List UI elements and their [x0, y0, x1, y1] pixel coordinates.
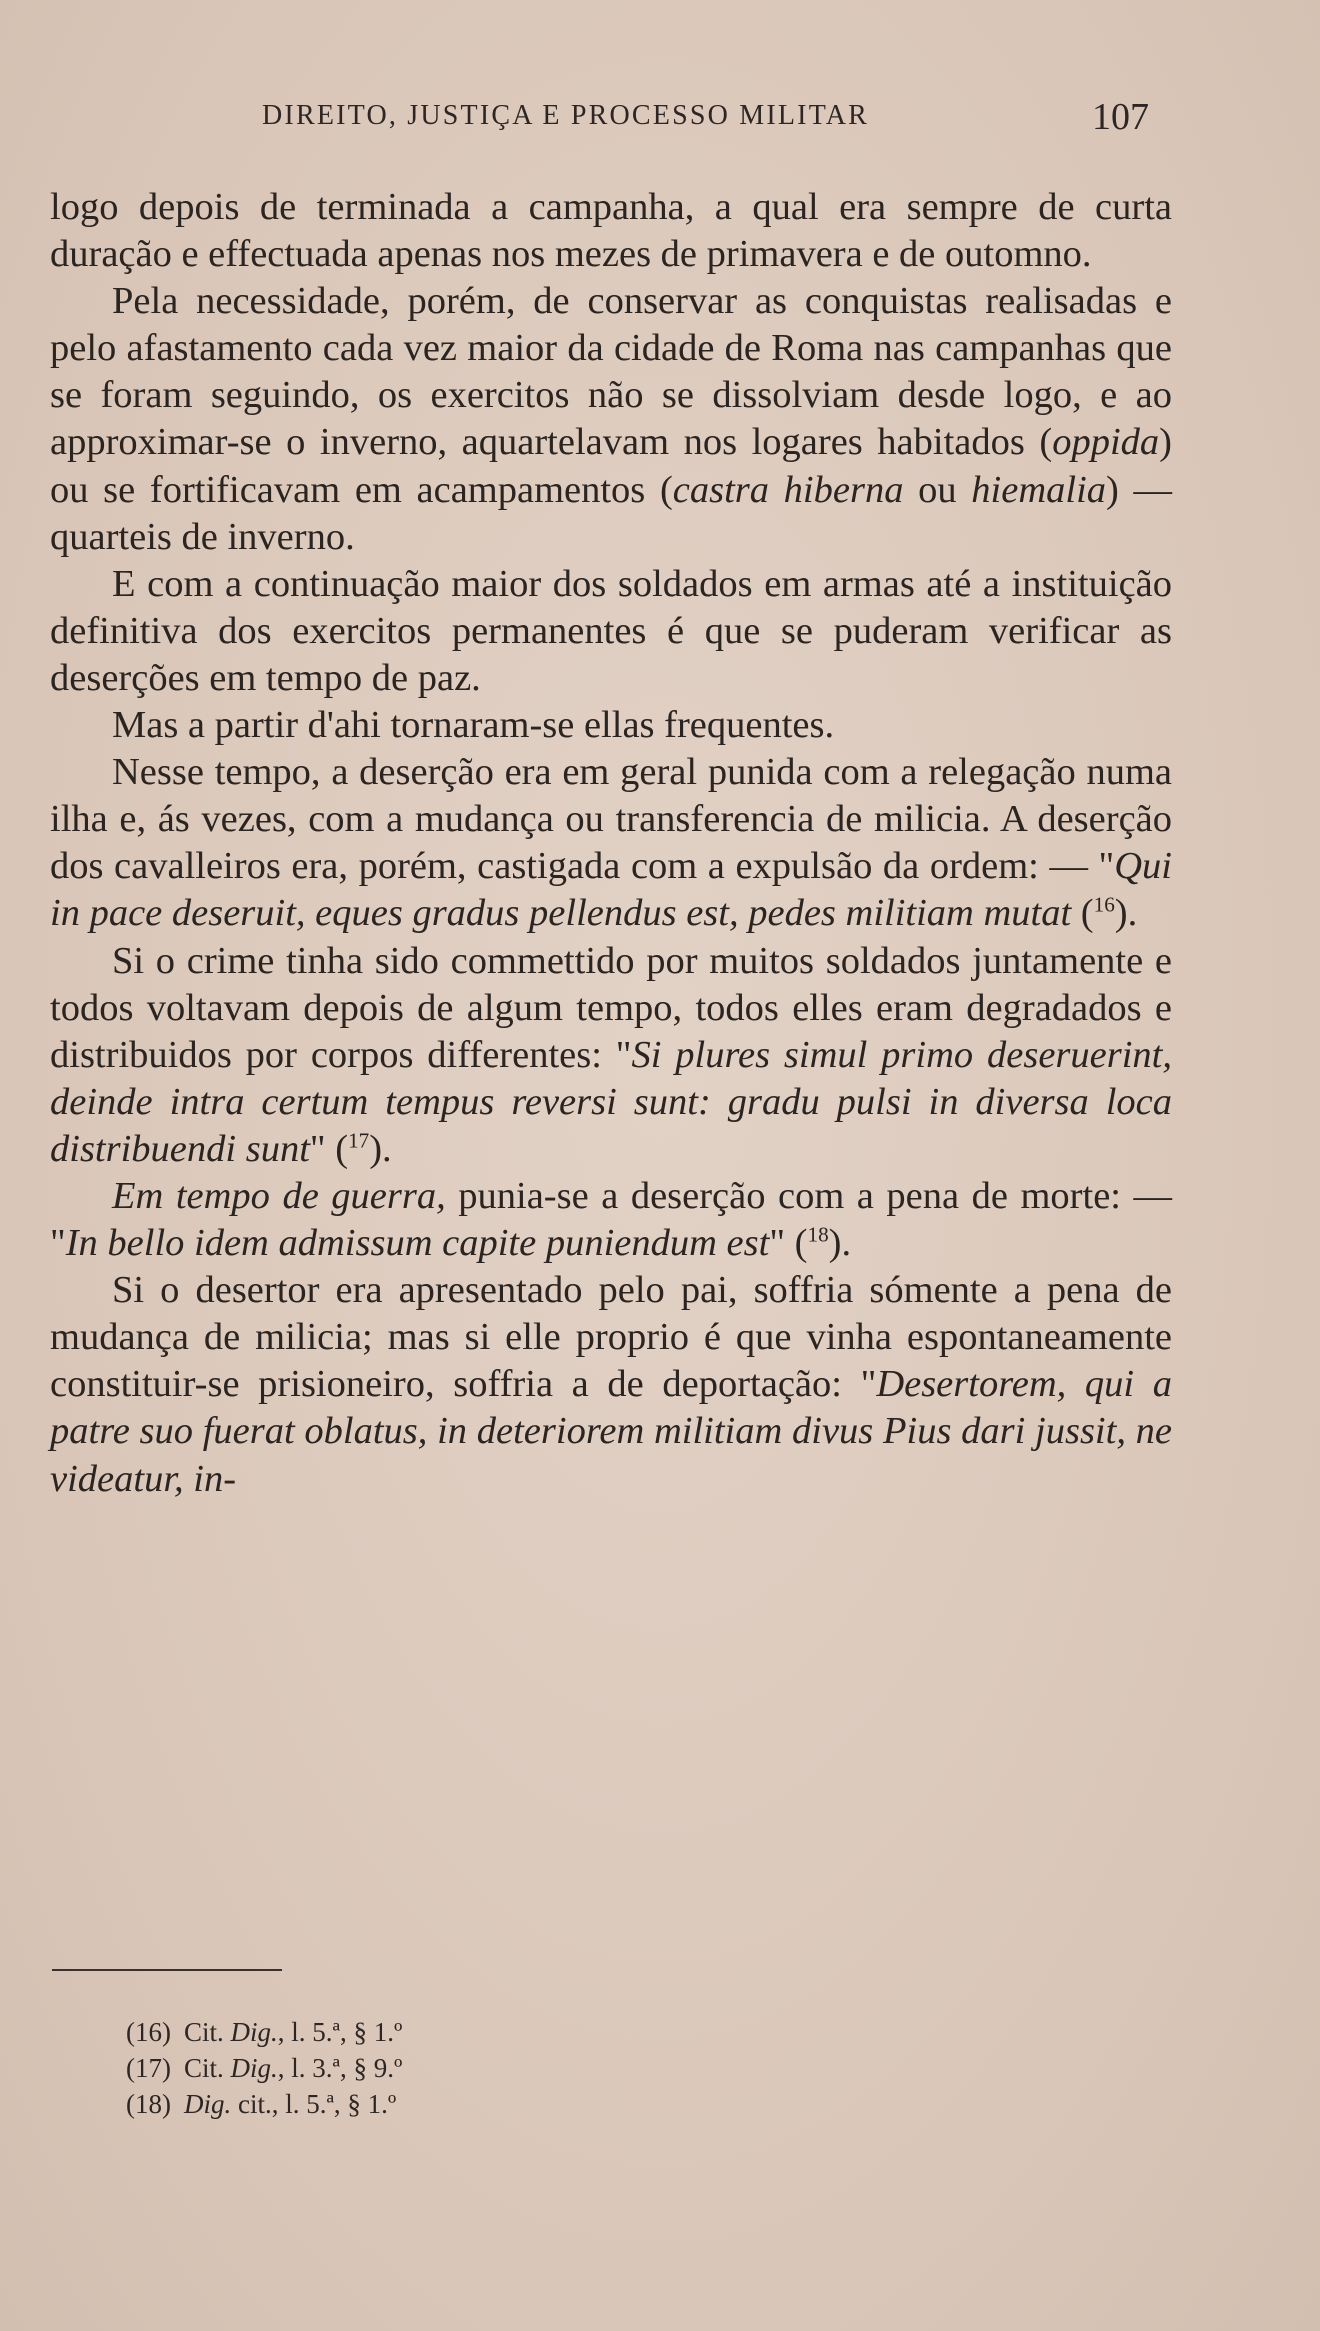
- footnote-ref-18: 18: [807, 1222, 829, 1247]
- footnote-17: (17) Cit. Dig., l. 3.ª, § 9.º: [126, 2053, 403, 2083]
- paragraph-4: Mas a partir d'ahi tornaram-se ellas frequentes.: [112, 704, 835, 747]
- footnote-ref-16: 16: [1093, 892, 1115, 917]
- main-text: [50, 184, 1172, 1503]
- running-head: DIREITO, JUSTIÇA E PROCESSO MILITAR: [262, 100, 870, 131]
- page-number: 107: [1092, 96, 1149, 138]
- footnote-16: (16) Cit. Dig., l. 5.ª, § 1.º: [126, 2017, 403, 2047]
- footnote-divider: [52, 1969, 282, 1971]
- paragraph-1: logo depois de terminada a campanha, a qual era sempre de curta duração e effectuada apenas nos mezes de primavera e de outomno.: [50, 186, 1172, 276]
- paragraph-3: E com a continuação maior dos soldados em armas até a instituição definitiva dos exercitos permanentes é que se puderam verificar as deserções em tempo de paz.: [50, 562, 1172, 699]
- paragraph-8: Si o desertor era apresentado pelo pai, soffria sómente a pena de mudança de milicia; mas si elle proprio é que vinha espontaneamente constituir-se prisioneiro, soffria a de deportação: "Desertorem, qui a patre suo fuerat oblatus, in deteriorem militiam divus Pius dari jussit, ne videatur, in-: [50, 1269, 1172, 1500]
- footnote-ref-17: 17: [348, 1128, 370, 1153]
- paragraph-2: Pela necessidade, porém, de conservar as conquistas realisadas e pelo afastamento cada vez maior da cidade de Roma nas campanhas que se foram seguindo, os exercitos não se dissolviam desde logo, e ao approximar-se o inverno, aquartelavam nos logares habitados (oppida) ou se fortificavam em acampamentos (castra hiberna ou hiemalia) — quarteis de inverno.: [50, 280, 1172, 558]
- footnotes: [126, 2014, 826, 2122]
- paragraph-7: Em tempo de guerra, punia-se a deserção com a pena de morte: — "In bello idem admissum capite puniendum est" ($^{18}$).: [50, 1174, 1172, 1265]
- paragraph-5: Nesse tempo, a deserção era em geral punida com a relegação numa ilha e, ás vezes, com a mudança ou transferencia de milicia. A deserção dos cavalleiros era, porém, castigada com a expulsão da ordem: — "Qui in pace deseruit, eques gradus pellendus est, pedes militiam mutat ($^{16}$).: [50, 751, 1172, 935]
- footnote-18: (18) Dig. cit., l. 5.ª, § 1.º: [126, 2089, 397, 2119]
- paragraph-6: Si o crime tinha sido commettido por muitos soldados juntamente e todos voltavam depois de algum tempo, todos elles eram degradados e distribuidos por corpos differentes: "Si plures simul primo deseruerint, deinde intra certum tempus reversi sunt: gradu pulsi in diversa loca distribuendi sunt" ($^{17}$).: [50, 939, 1172, 1170]
